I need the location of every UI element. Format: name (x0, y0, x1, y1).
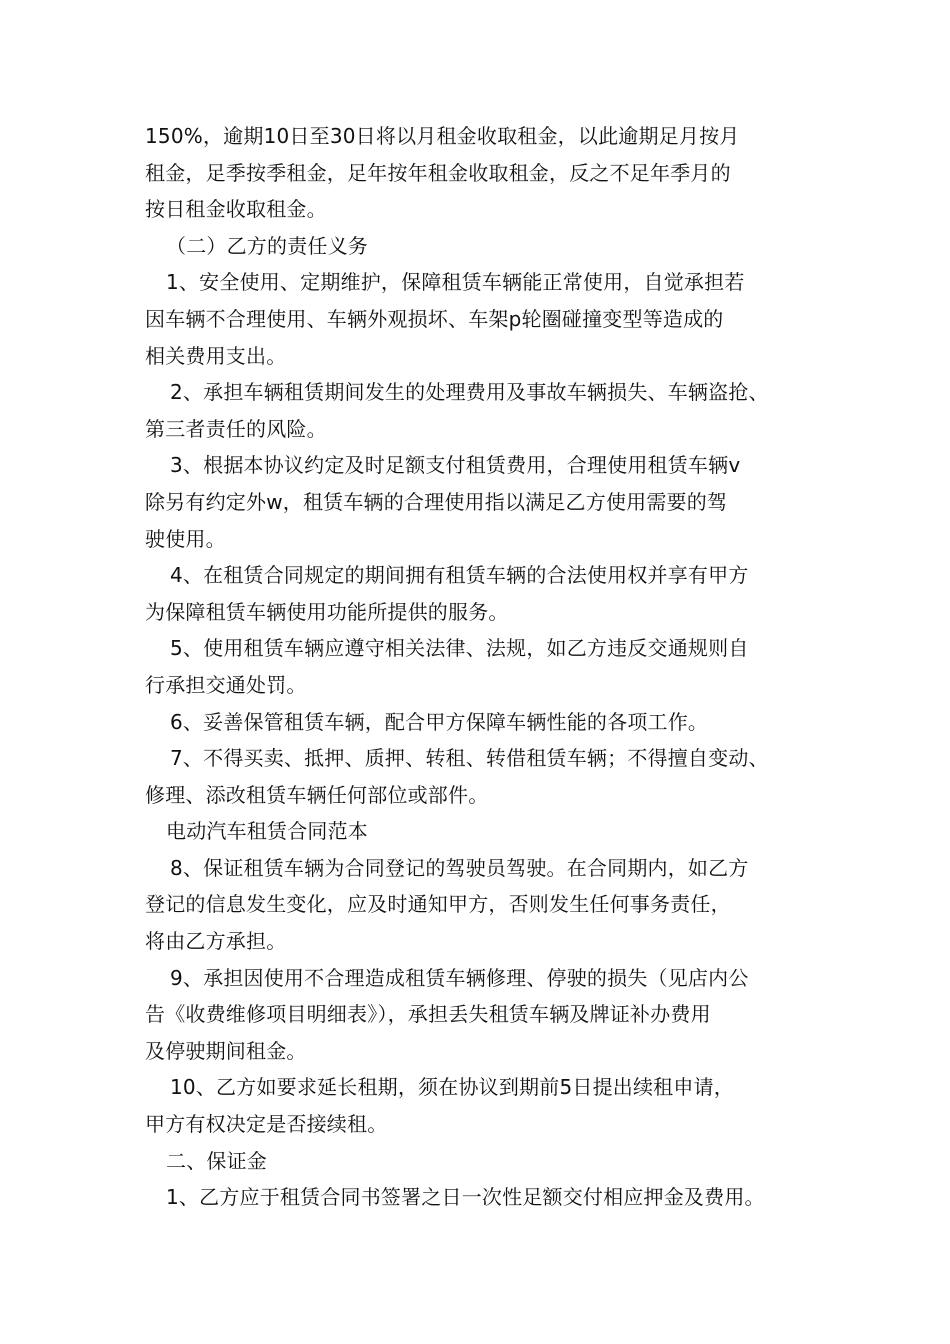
text-line: 7、不得买卖、抵押、质押、转租、转借租赁车辆；不得擅自变动、 (170, 746, 769, 771)
text-line: 修理、添改租赁车辆任何部位或部件。 (145, 782, 489, 807)
text-line: 驶使用。 (145, 526, 226, 551)
text-line: 6、妥善保管租赁车辆，配合甲方保障车辆性能的各项工作。 (170, 709, 709, 734)
text-line: 因车辆不合理使用、车辆外观损坏、车架p轮圈碰撞变型等造成的 (145, 306, 724, 331)
text-line: 告《收费维修项目明细表》），承担丢失租赁车辆及牌证补办费用 (145, 1002, 711, 1027)
section-heading: （二）乙方的责任义务 (166, 233, 368, 258)
text-line: 相关费用支出。 (145, 343, 287, 368)
text-line: 行承担交通处罚。 (145, 672, 307, 697)
text-line: 第三者责任的风险。 (145, 416, 327, 441)
text-line: 除另有约定外w，租赁车辆的合理使用指以满足乙方使用需要的驾 (145, 489, 728, 514)
text-line: 3、根据本协议约定及时足额支付租赁费用，合理使用租赁车辆v (170, 453, 741, 478)
section-heading: 电动汽车租赁合同范本 (166, 819, 368, 844)
text-line: 4、在租赁合同规定的期间拥有租赁车辆的合法使用权并享有甲方 (170, 563, 749, 588)
text-line: 甲方有权决定是否接续租。 (145, 1112, 388, 1137)
text-line: 1、乙方应于租赁合同书签署之日一次性足额交付相应押金及费用。 (166, 1185, 765, 1210)
text-line: 及停驶期间租金。 (145, 1038, 307, 1063)
text-line: 将由乙方承担。 (145, 929, 287, 954)
section-heading: 二、保证金 (166, 1148, 267, 1173)
text-line: 9、承担因使用不合理造成租赁车辆修理、停驶的损失（见店内公 (170, 965, 749, 990)
text-line: 1、安全使用、定期维护，保障租赁车辆能正常使用，自觉承担若 (166, 270, 745, 295)
text-line: 8、保证租赁车辆为合同登记的驾驶员驾驶。在合同期内，如乙方 (170, 855, 749, 880)
document-body (145, 118, 825, 1216)
text-line: 租金，足季按季租金，足年按年租金收取租金，反之不足年季月的 (145, 160, 731, 185)
text-line: 按日租金收取租金。 (145, 197, 327, 222)
text-line: 为保障租赁车辆使用功能所提供的服务。 (145, 599, 509, 624)
text-line: 5、使用租赁车辆应遵守相关法律、法规，如乙方违反交通规则自 (170, 636, 749, 661)
text-line: 150%，逾期10日至30日将以月租金收取租金，以此逾期足月按月 (145, 124, 740, 148)
text-line: 登记的信息发生变化，应及时通知甲方，否则发生任何事务责任， (145, 892, 731, 917)
text-line: 2、承担车辆租赁期间发生的处理费用及事故车辆损失、车辆盗抢、 (170, 380, 769, 405)
text-line: 10、乙方如要求延长租期，须在协议到期前5日提出续租申请， (170, 1075, 734, 1100)
